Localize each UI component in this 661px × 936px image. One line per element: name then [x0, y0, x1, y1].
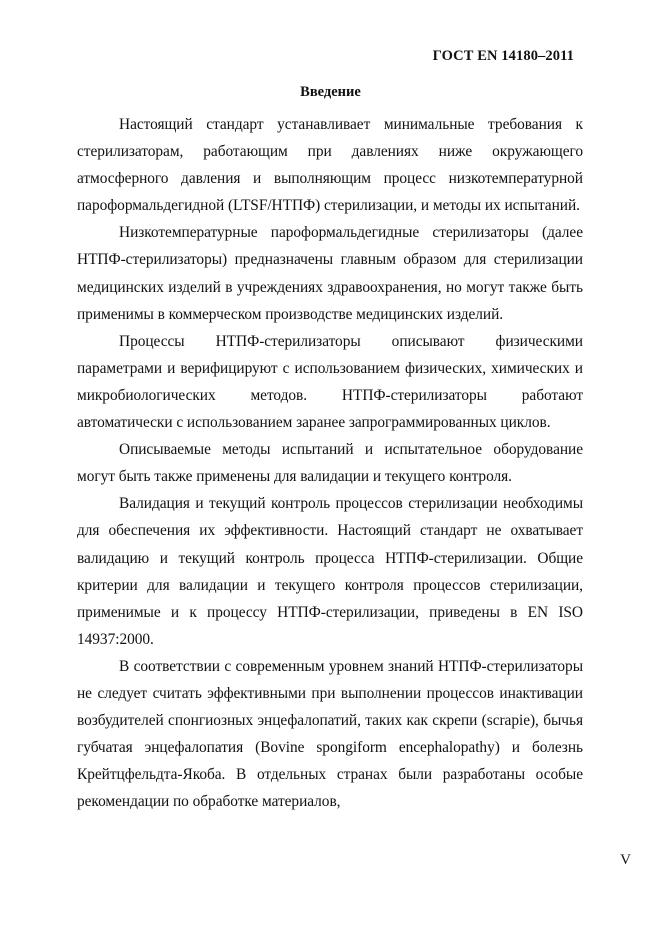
paragraph: Процессы НТПФ-стерилизаторы описывают физическими параметрами и верифицируют с использованием физических, химических и микробиологических методов. НТПФ-стерилизаторы работают автоматически с использованием заранее запрограммированных циклов. — [77, 332, 583, 432]
paragraph: Настоящий стандарт устанавливает минимальные требования к стерилизаторам, работающим при давлениях ниже окружающего атмосферного давления и выполняющим процесс низкотемпературной пароформальдегидной (LTSF/НТПФ) стерилизации, и методы их испытаний. — [77, 116, 583, 215]
page-number: V — [620, 852, 631, 868]
standard-designation: ГОСТ EN 14180–2011 — [432, 48, 574, 64]
paragraph: Валидация и текущий контроль процессов стерилизации необходимы для обеспечения их эффективности. Настоящий стандарт не охватывает валидацию и текущий контроль процесса НТПФ-стерилизации. Общие критерии для валидации и текущего контроля процессов стерилизации, применимые и к процессу НТПФ-стерилизации, приведены в EN ISO 14937:2000. — [77, 495, 583, 648]
section-title: Введение — [300, 84, 361, 100]
paragraph: Низкотемпературные пароформальдегидные стерилизаторы (далее НТПФ-стерилизаторы) предназначены главным образом для стерилизации медицинских изделий в учреждениях здравоохранения, но могут также быть применимы в коммерческом производстве медицинских изделий. — [77, 224, 583, 323]
paragraph: Описываемые методы испытаний и испытательное оборудование могут быть также применены для валидации и текущего контроля. — [77, 441, 583, 486]
document-body — [77, 111, 583, 815]
paragraph: В соответствии с современным уровнем знаний НТПФ-стерилизаторы не следует считать эффективными при выполнении процессов инактивации возбудителей спонгиозных энцефалопатий, таких как скрепи (scrapie), бычья губчатая энцефалопатия (Bovine spongiform encephalopathy) и болезнь Крейтцфельдта-Якоба. В отдельных странах были разработаны особые рекомендации по обработке материалов, — [77, 657, 583, 811]
